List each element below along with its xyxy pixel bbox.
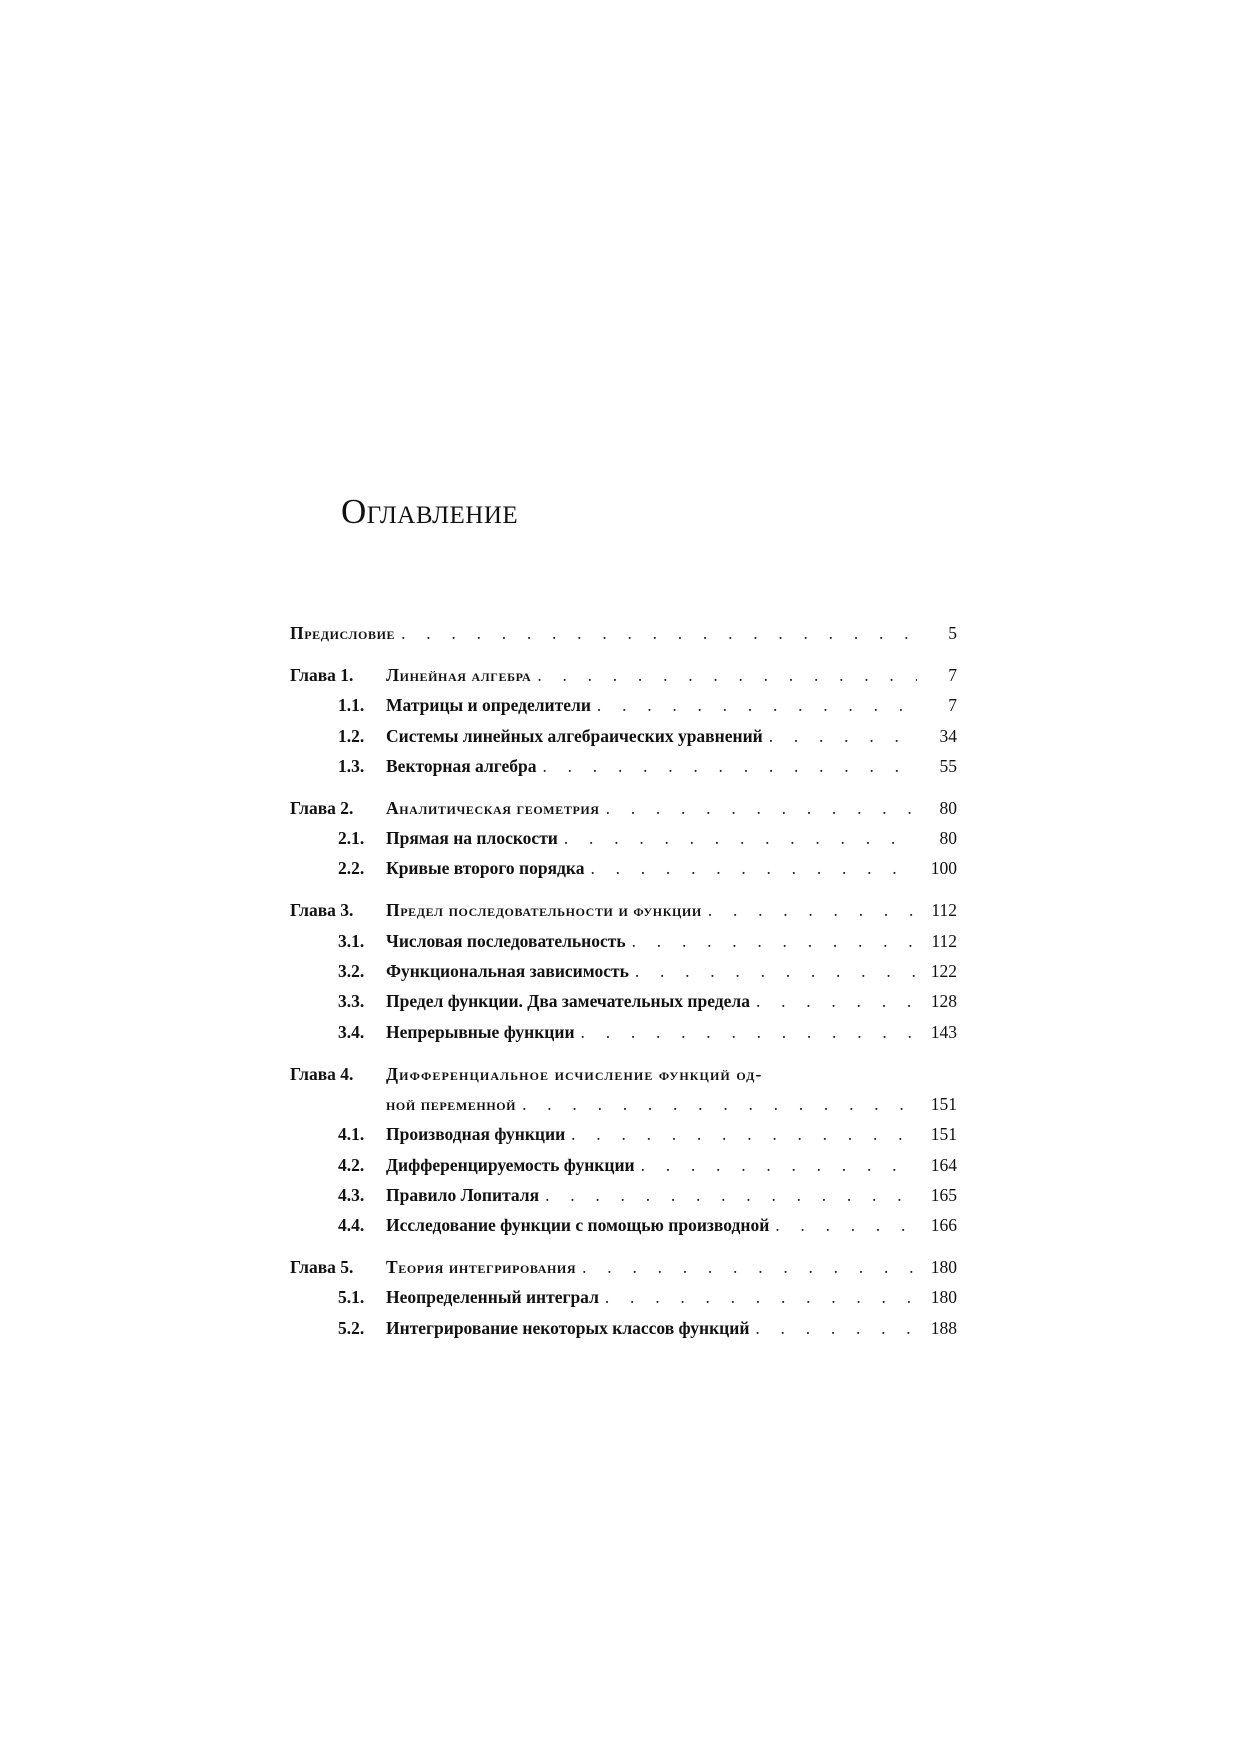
- dot-leader: [635, 956, 917, 986]
- dot-leader: [597, 690, 917, 720]
- table-of-contents: [290, 618, 957, 1343]
- page-number: 188: [930, 1317, 957, 1338]
- page-number: 143: [930, 1021, 957, 1042]
- toc-entry-title: Кривые второго порядка: [386, 858, 585, 879]
- toc-entry-section-4-2[interactable]: [290, 1150, 957, 1180]
- page-number: 112: [931, 930, 957, 951]
- section-number: 4.3.: [338, 1184, 365, 1205]
- toc-entry-title: Производная функции: [386, 1124, 566, 1145]
- page-title: Оглавление: [341, 492, 519, 531]
- page-number: 164: [930, 1154, 957, 1175]
- dot-leader: [641, 1150, 917, 1180]
- dot-leader: [545, 1180, 917, 1210]
- toc-entry-title: Предел последовательности и функции: [386, 900, 702, 921]
- toc-entry-title: Матрицы и определители: [386, 695, 591, 716]
- section-number: 5.1.: [338, 1287, 365, 1308]
- toc-entry-section-5-2[interactable]: [290, 1313, 957, 1343]
- toc-entry-title: Дифференцируемость функции: [386, 1154, 635, 1175]
- toc-entry-title: Неопределенный интеграл: [386, 1287, 599, 1308]
- dot-leader: [775, 1210, 917, 1240]
- toc-entry-section-2-1[interactable]: [290, 823, 957, 853]
- chapter-number: Глава 1.: [290, 664, 354, 685]
- page-number: 7: [948, 695, 957, 716]
- dot-leader: [632, 926, 917, 956]
- toc-entry-title: Интегрирование некоторых классов функций: [386, 1317, 750, 1338]
- toc-entry-title: Аналитическая геометрия: [386, 797, 600, 818]
- toc-entry-title: Линейная алгебра: [386, 664, 532, 685]
- page-number: 180: [930, 1287, 957, 1308]
- dot-leader: [401, 618, 917, 648]
- dot-leader: [564, 823, 917, 853]
- toc-entry-title: Теория интегрирования: [386, 1257, 577, 1278]
- toc-entry-title: Исследование функции с помощью производной: [386, 1215, 770, 1236]
- toc-entry-title: Прямая на плоскости: [386, 828, 558, 849]
- chapter-number: Глава 4.: [290, 1063, 354, 1084]
- dot-leader: [606, 793, 917, 823]
- dot-leader: [571, 1119, 917, 1149]
- page-number: 80: [939, 828, 957, 849]
- section-number: 3.1.: [338, 930, 365, 951]
- toc-entry-section-1-1[interactable]: [290, 690, 957, 720]
- toc-entry-section-3-4[interactable]: [290, 1017, 957, 1047]
- toc-entry-title: Предел функции. Два замечательных предела: [386, 991, 750, 1012]
- section-number: 2.2.: [338, 858, 365, 879]
- toc-entry-preface[interactable]: [290, 618, 957, 648]
- toc-entry-title: Правило Лопиталя: [386, 1184, 540, 1205]
- page-number: 34: [939, 725, 957, 746]
- section-number: 3.2.: [338, 961, 365, 982]
- toc-entry-chapter-4-continued[interactable]: [290, 1089, 957, 1119]
- toc-entry-section-3-1[interactable]: [290, 926, 957, 956]
- toc-entry-title-line-1: Дифференциальное исчисление функций од-: [386, 1063, 763, 1084]
- dot-leader: [756, 986, 917, 1016]
- chapter-number: Глава 5.: [290, 1257, 354, 1278]
- section-number: 1.1.: [338, 695, 365, 716]
- page-number: 180: [930, 1257, 957, 1278]
- chapter-number: Глава 3.: [290, 900, 354, 921]
- dot-leader: [590, 853, 917, 883]
- page-number: 112: [931, 900, 957, 921]
- dot-leader: [605, 1282, 917, 1312]
- toc-entry-chapter-5[interactable]: [290, 1252, 957, 1282]
- toc-entry-title: Векторная алгебра: [386, 755, 537, 776]
- toc-entry-chapter-1[interactable]: [290, 660, 957, 690]
- toc-entry-section-4-1[interactable]: [290, 1119, 957, 1149]
- section-number: 4.2.: [338, 1154, 365, 1175]
- toc-entry-section-1-2[interactable]: [290, 721, 957, 751]
- page-number: 100: [930, 858, 957, 879]
- dot-leader: [581, 1017, 917, 1047]
- toc-entry-title-line-2: ной переменной: [386, 1093, 517, 1114]
- toc-entry-chapter-2[interactable]: [290, 793, 957, 823]
- section-number: 1.3.: [338, 755, 365, 776]
- chapter-number: Глава 2.: [290, 797, 354, 818]
- dot-leader: [582, 1252, 917, 1282]
- dot-leader: [543, 751, 918, 781]
- toc-entry-section-4-4[interactable]: [290, 1210, 957, 1240]
- toc-entry-title: Системы линейных алгебраических уравнений: [386, 725, 763, 746]
- section-number: 5.2.: [338, 1317, 365, 1338]
- toc-entry-title: Функциональная зависимость: [386, 961, 629, 982]
- toc-entry-section-3-3[interactable]: [290, 986, 957, 1016]
- dot-leader: [708, 895, 917, 925]
- toc-entry-title: Числовая последовательность: [386, 930, 626, 951]
- page-number: 7: [948, 664, 957, 685]
- page-number: 151: [930, 1093, 957, 1114]
- page-number: 151: [930, 1124, 957, 1145]
- toc-entry-section-1-3[interactable]: [290, 751, 957, 781]
- page-number: 166: [930, 1215, 957, 1236]
- toc-entry-chapter-3[interactable]: [290, 895, 957, 925]
- toc-entry-title: Непрерывные функции: [386, 1021, 575, 1042]
- toc-entry-section-3-2[interactable]: [290, 956, 957, 986]
- section-number: 1.2.: [338, 725, 365, 746]
- page-number: 128: [930, 991, 957, 1012]
- section-number: 3.4.: [338, 1021, 365, 1042]
- dot-leader: [522, 1089, 917, 1119]
- dot-leader: [537, 660, 917, 690]
- toc-entry-section-2-2[interactable]: [290, 853, 957, 883]
- page-number: 165: [930, 1184, 957, 1205]
- dot-leader: [755, 1313, 917, 1343]
- toc-entry-section-4-3[interactable]: [290, 1180, 957, 1210]
- section-number: 4.1.: [338, 1124, 365, 1145]
- page-number: 122: [930, 961, 957, 982]
- toc-entry-section-5-1[interactable]: [290, 1282, 957, 1312]
- section-number: 3.3.: [338, 991, 365, 1012]
- dot-leader: [769, 721, 917, 751]
- page-number: 5: [948, 623, 957, 643]
- toc-entry-title: Предисловие: [290, 623, 396, 643]
- page-number: 80: [939, 797, 957, 818]
- page-number: 55: [939, 755, 957, 776]
- section-number: 4.4.: [338, 1215, 365, 1236]
- section-number: 2.1.: [338, 828, 365, 849]
- toc-entry-chapter-4[interactable]: [290, 1059, 957, 1089]
